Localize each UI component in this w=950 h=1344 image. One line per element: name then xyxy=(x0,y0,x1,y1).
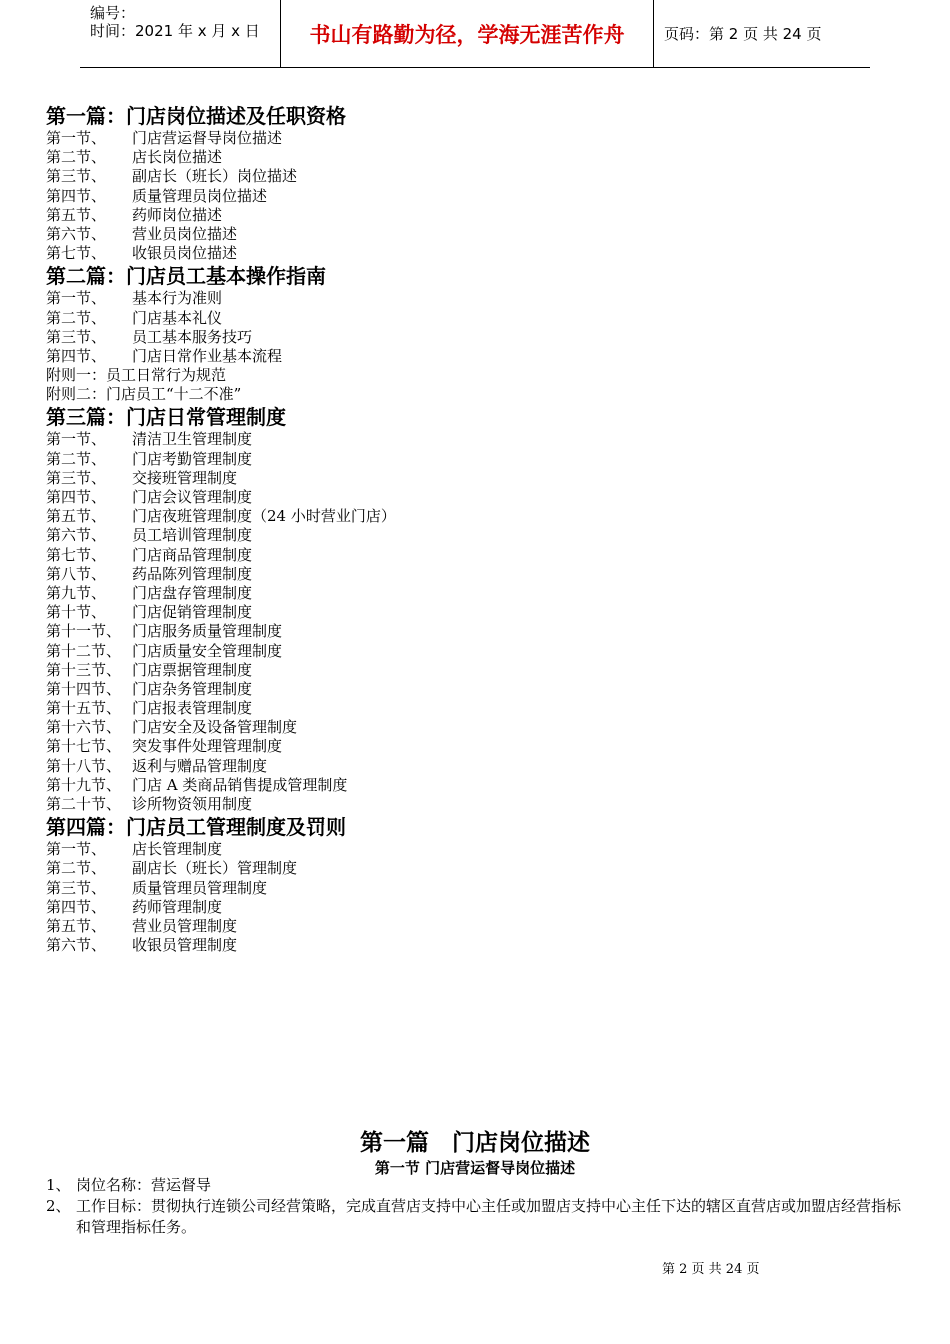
toc-item xyxy=(46,148,906,167)
toc-item-number: 第四节、 xyxy=(46,186,107,205)
toc-item-number: 第四节、 xyxy=(46,346,107,365)
toc-item-number: 第二节、 xyxy=(46,859,107,878)
toc-item-number: 第十九节、 xyxy=(46,775,122,794)
toc-item-number: 第十二节、 xyxy=(46,641,122,660)
toc-item-number: 第十一节、 xyxy=(46,622,122,641)
toc-item-number: 第十七节、 xyxy=(46,737,122,756)
toc-item-title: 门店日常作业基本流程 xyxy=(132,346,283,365)
toc-item xyxy=(46,584,906,603)
toc-item-number: 第六节、 xyxy=(46,224,107,243)
toc-item-title: 交接班管理制度 xyxy=(132,468,238,487)
toc-item xyxy=(46,450,906,469)
toc-item-number: 第三节、 xyxy=(46,468,107,487)
toc-part-heading: 第二篇：门店员工基本操作指南 xyxy=(46,264,326,289)
header-meta-cell xyxy=(80,0,281,67)
toc-item-number: 第六节、 xyxy=(46,526,107,545)
toc-item-title: 门店考勤管理制度 xyxy=(132,449,253,468)
toc-item-number: 第五节、 xyxy=(46,507,107,526)
toc-item xyxy=(46,680,906,699)
toc-item-title: 门店盘存管理制度 xyxy=(132,583,253,602)
toc-item xyxy=(46,385,906,404)
toc-item xyxy=(46,225,906,244)
toc-item-title: 门店质量安全管理制度 xyxy=(132,641,283,660)
toc-item xyxy=(46,757,906,776)
toc-item-title: 门店商品管理制度 xyxy=(132,545,253,564)
toc-item-number: 附则二： xyxy=(46,385,107,404)
toc-item xyxy=(46,795,906,814)
toc-item-title: 药品陈列管理制度 xyxy=(132,564,253,583)
toc-item-title: 清洁卫生管理制度 xyxy=(132,430,253,449)
toc-item xyxy=(46,622,906,641)
toc-item-title: 店长管理制度 xyxy=(132,840,223,859)
toc-item-title: 店长岗位描述 xyxy=(132,148,223,167)
toc-item xyxy=(46,244,906,263)
toc-item-number: 第二节、 xyxy=(46,449,107,468)
toc-item xyxy=(46,430,906,449)
toc-item-number: 第七节、 xyxy=(46,545,107,564)
toc-item-number: 第六节、 xyxy=(46,936,107,955)
toc-item xyxy=(46,917,906,936)
toc-item-title: 营业员管理制度 xyxy=(132,916,238,935)
toc-item-title: 门店报表管理制度 xyxy=(132,699,253,718)
toc-item-number: 第五节、 xyxy=(46,205,107,224)
toc-item xyxy=(46,737,906,756)
toc-item xyxy=(46,309,906,328)
header-number-label: 编号： xyxy=(90,4,136,22)
toc-item-number: 第三节、 xyxy=(46,327,107,346)
toc-item-number: 第三节、 xyxy=(46,878,107,897)
toc-item xyxy=(46,879,906,898)
toc-item xyxy=(46,565,906,584)
toc-item xyxy=(46,347,906,366)
toc-item-title: 员工日常行为规范 xyxy=(106,366,227,385)
toc-item-number: 第八节、 xyxy=(46,564,107,583)
toc-item xyxy=(46,718,906,737)
toc-item-title: 门店员工“十二不准” xyxy=(106,385,242,404)
toc-item xyxy=(46,289,906,308)
toc-item-title: 门店杂务管理制度 xyxy=(132,679,253,698)
toc-item-title: 突发事件处理管理制度 xyxy=(132,737,283,756)
toc-item-title: 营业员岗位描述 xyxy=(132,224,238,243)
part-title: 第一篇 门店岗位描述 xyxy=(360,1130,590,1156)
toc-item-title: 门店夜班管理制度（24 小时营业门店） xyxy=(132,507,396,526)
header-motto: 书山有路勤为径，学海无涯苦作舟 xyxy=(281,0,654,67)
toc-item-number: 第三节、 xyxy=(46,167,107,186)
toc-item xyxy=(46,776,906,795)
toc-item-number: 附则一： xyxy=(46,366,107,385)
toc-item-title: 副店长（班长）管理制度 xyxy=(132,859,298,878)
toc-item xyxy=(46,603,906,622)
toc-item xyxy=(46,366,906,385)
toc-item xyxy=(46,167,906,186)
toc-item-number: 第二十节、 xyxy=(46,795,122,813)
paragraph-number: 2、 xyxy=(46,1197,71,1215)
toc-item-title: 门店服务质量管理制度 xyxy=(132,622,283,641)
toc-item-number: 第十四节、 xyxy=(46,679,122,698)
header-time-label: 时间：2021 年 x 月 x 日 xyxy=(90,22,260,40)
toc-item-title: 基本行为准则 xyxy=(132,289,223,308)
toc-item-number: 第十节、 xyxy=(46,603,107,622)
toc-item-title: 门店促销管理制度 xyxy=(132,603,253,622)
toc-item-title: 门店营运督导岗位描述 xyxy=(132,129,283,147)
toc-item xyxy=(46,488,906,507)
toc-item xyxy=(46,328,906,347)
toc-item-title: 药师管理制度 xyxy=(132,897,223,916)
numbered-paragraph xyxy=(46,1175,908,1196)
page-footer: 第 2 页 共 24 页 xyxy=(662,1262,760,1277)
toc-item xyxy=(46,507,906,526)
toc-item xyxy=(46,859,906,878)
toc-item-title: 质量管理员岗位描述 xyxy=(132,186,268,205)
toc-item-number: 第十六节、 xyxy=(46,718,122,737)
toc-item-number: 第十八节、 xyxy=(46,756,122,775)
toc-item-title: 门店会议管理制度 xyxy=(132,488,253,506)
toc-item-title: 返利与赠品管理制度 xyxy=(132,756,268,775)
toc-item-number: 第一节、 xyxy=(46,129,107,147)
toc-item-number: 第五节、 xyxy=(46,916,107,935)
toc-item xyxy=(46,187,906,206)
toc-item xyxy=(46,661,906,680)
toc-item-title: 门店票据管理制度 xyxy=(132,660,253,679)
toc-item-number: 第一节、 xyxy=(46,289,107,308)
toc-item-title: 门店 A 类商品销售提成管理制度 xyxy=(132,775,348,794)
toc-item-title: 员工培训管理制度 xyxy=(132,526,253,545)
toc-item-number: 第二节、 xyxy=(46,308,107,327)
toc-item xyxy=(46,469,906,488)
toc-item-number: 第七节、 xyxy=(46,244,107,263)
paragraph-text: 工作目标：贯彻执行连锁公司经营策略，完成直营店支持中心主任或加盟店支持中心主任下达的辖区直营店或加盟店经营指标和管理指标任务。 xyxy=(76,1197,902,1236)
toc-item-title: 收银员岗位描述 xyxy=(132,244,238,263)
toc-item-title: 药师岗位描述 xyxy=(132,205,223,224)
toc-item-title: 门店基本礼仪 xyxy=(132,308,223,327)
toc-item-number: 第十三节、 xyxy=(46,660,122,679)
toc-item-number: 第十五节、 xyxy=(46,699,122,718)
toc-item-number: 第一节、 xyxy=(46,430,107,449)
toc-item-number: 第一节、 xyxy=(46,840,107,859)
toc-item xyxy=(46,840,906,859)
toc-item-title: 诊所物资领用制度 xyxy=(132,795,253,813)
toc-item xyxy=(46,206,906,225)
toc-item-title: 收银员管理制度 xyxy=(132,936,238,955)
toc-item xyxy=(46,699,906,718)
toc-item xyxy=(46,526,906,545)
toc-item-title: 员工基本服务技巧 xyxy=(132,327,253,346)
toc-item-number: 第四节、 xyxy=(46,488,107,506)
toc-item-number: 第九节、 xyxy=(46,583,107,602)
table-of-contents xyxy=(46,103,906,955)
page-header xyxy=(80,0,870,68)
body-text xyxy=(46,1175,908,1238)
toc-item-title: 门店安全及设备管理制度 xyxy=(132,718,298,737)
toc-item-title: 质量管理员管理制度 xyxy=(132,878,268,897)
toc-item xyxy=(46,898,906,917)
header-page-label: 页码：第 2 页 共 24 页 xyxy=(664,25,822,43)
toc-part-heading: 第三篇：门店日常管理制度 xyxy=(46,405,286,430)
paragraph-number: 1、 xyxy=(46,1176,71,1194)
toc-item-number: 第二节、 xyxy=(46,148,107,167)
toc-item xyxy=(46,642,906,661)
numbered-paragraph xyxy=(46,1196,908,1238)
toc-part-heading: 第一篇：门店岗位描述及任职资格 xyxy=(46,104,346,128)
section-title: 第一节 门店营运督导岗位描述 xyxy=(374,1159,576,1177)
toc-part-heading: 第四篇：门店员工管理制度及罚则 xyxy=(46,815,346,840)
toc-item-title: 副店长（班长）岗位描述 xyxy=(132,167,298,186)
toc-item xyxy=(46,936,906,955)
toc-item xyxy=(46,546,906,565)
paragraph-text: 岗位名称：营运督导 xyxy=(76,1176,212,1194)
toc-item xyxy=(46,129,906,148)
toc-item-number: 第四节、 xyxy=(46,897,107,916)
